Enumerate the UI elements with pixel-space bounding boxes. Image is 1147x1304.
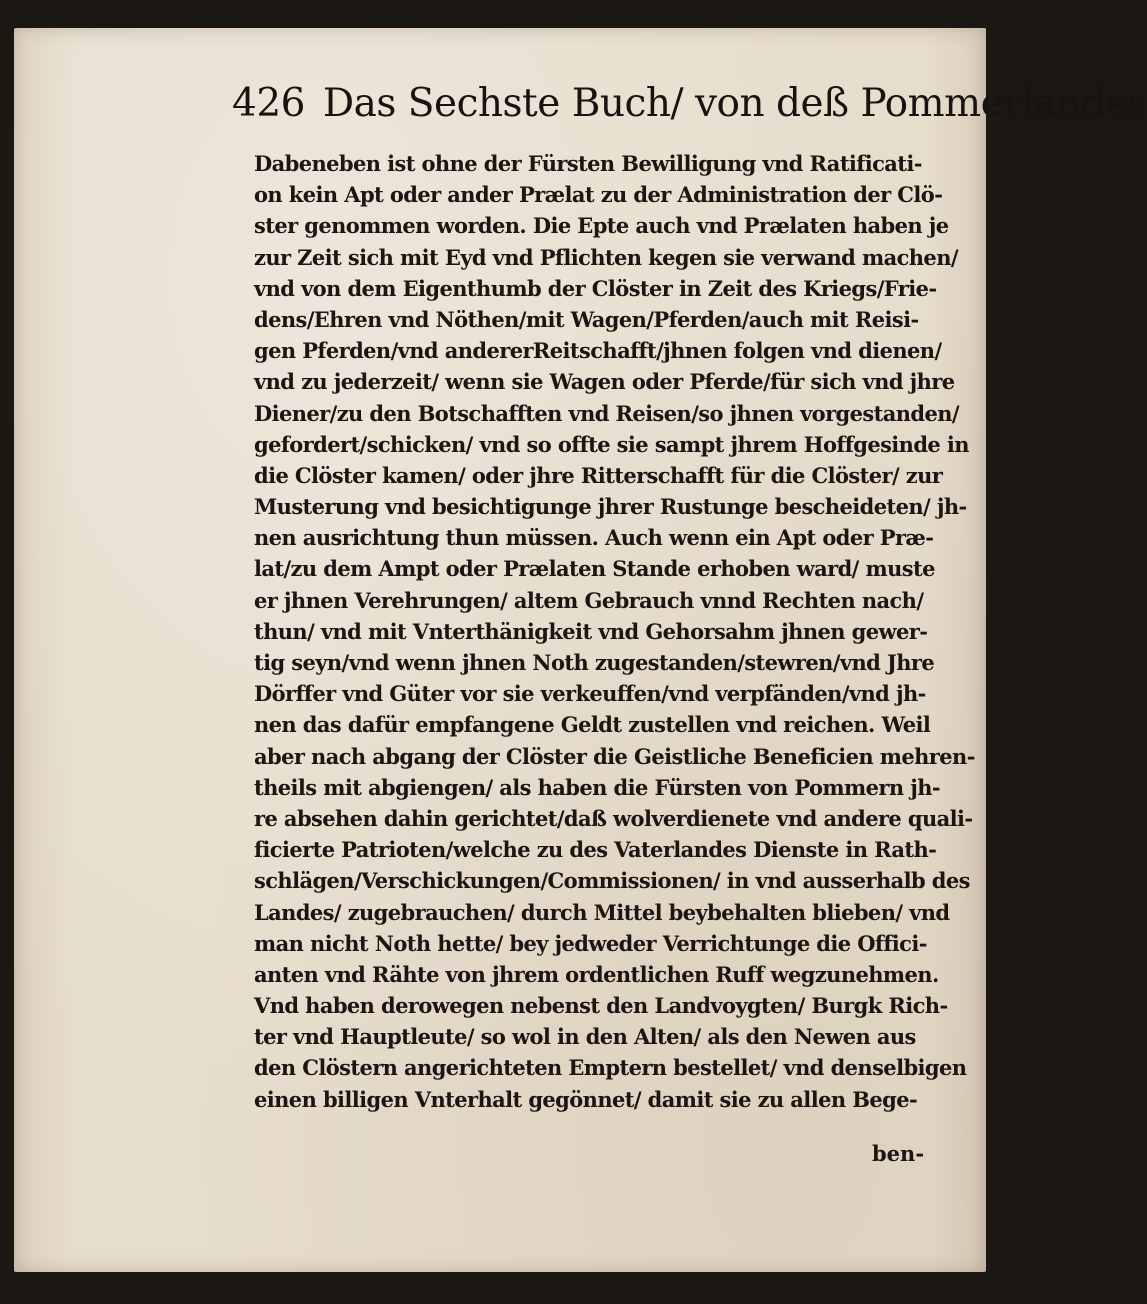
catchword: ben- (872, 1141, 925, 1166)
text-line: aber nach abgang der Clöster die Geistliche Beneficien mehren- (254, 743, 975, 769)
text-line: lat/zu dem Ampt oder Prælaten Stande erhoben ward/ muste (254, 556, 935, 582)
text-line: Musterung vnd besichtigunge jhrer Rustunge bescheideten/ jh- (254, 494, 967, 520)
text-line: ficierte Patrioten/welche zu des Vaterlandes Dienste in Rath- (254, 837, 937, 863)
text-line: nen ausrichtung thun müssen. Auch wenn ein Apt oder Præ- (254, 525, 934, 551)
page-number: 426 (232, 81, 305, 126)
text-line: er jhnen Verehrungen/ altem Gebrauch vnnd Rechten nach/ (254, 587, 924, 613)
text-line: Diener/zu den Botschafften vnd Reisen/so jhnen vorgestanden/ (254, 400, 959, 426)
text-line: Dörffer vnd Güter vor sie verkeuffen/vnd verpfänden/vnd jh- (254, 681, 926, 707)
text-line: ster genommen worden. Die Epte auch vnd Prælaten haben je (254, 213, 949, 239)
text-line: thun/ vnd mit Vnterthänigkeit vnd Gehorsahm jhnen gewer- (254, 618, 928, 644)
text-line: Dabeneben ist ohne der Fürsten Bewilligung vnd Ratificati- (254, 151, 922, 176)
text-line: ter vnd Hauptleute/ so wol in den Alten/ als den Newen aus (254, 1024, 916, 1050)
text-line: anten vnd Rähte von jhrem ordentlichen Ruff wegzunehmen. (254, 961, 939, 987)
text-line: zur Zeit sich mit Eyd vnd Pflichten kegen sie verwand machen/ (254, 244, 958, 270)
text-line: theils mit abgiengen/ als haben die Fürsten von Pommern jh- (254, 774, 941, 800)
text-line: on kein Apt oder ander Prælat zu der Administration der Clö- (254, 182, 943, 208)
running-header (232, 80, 1147, 128)
text-line: Vnd haben derowegen nebenst den Landvoygten/ Burgk Rich- (254, 993, 948, 1019)
text-line: gen Pferden/vnd andererReitschafft/jhnen folgen vnd dienen/ (254, 338, 942, 364)
text-line: vnd zu jederzeit/ wenn sie Wagen oder Pferde/für sich vnd jhre (254, 369, 955, 395)
text-line: dens/Ehren vnd Nöthen/mit Wagen/Pferden/auch mit Reisi- (254, 306, 919, 332)
text-line: schlägen/Verschickungen/Commissionen/ in vnd ausserhalb des (254, 868, 970, 894)
text-line: nen das dafür empfangene Geldt zustellen vnd reichen. Weil (254, 712, 931, 738)
body-text (254, 148, 975, 1115)
text-line: den Clöstern angerichteten Emptern bestellet/ vnd denselbigen (254, 1055, 967, 1081)
running-title: Das Sechste Buch/ von deß Pommerlandes (322, 81, 1147, 126)
text-line: Landes/ zugebrauchen/ durch Mittel beybehalten blieben/ vnd (254, 899, 950, 925)
text-line: man nicht Noth hette/ bey jedweder Verrichtunge die Offici- (254, 930, 927, 956)
text-line: tig seyn/vnd wenn jhnen Noth zugestanden/stewren/vnd Jhre (254, 650, 935, 675)
text-line: die Clöster kamen/ oder jhre Ritterschafft für die Clöster/ zur (254, 462, 943, 488)
text-line: einen billigen Vnterhalt gegönnet/ damit sie zu allen Bege- (254, 1086, 918, 1112)
text-line: gefordert/schicken/ vnd so offte sie sampt jhrem Hoffgesinde in (254, 431, 969, 457)
text-line: vnd von dem Eigenthumb der Clöster in Zeit des Kriegs/Frie- (254, 275, 937, 301)
text-line: re absehen dahin gerichtet/daß wolverdienete vnd andere quali- (254, 805, 973, 831)
